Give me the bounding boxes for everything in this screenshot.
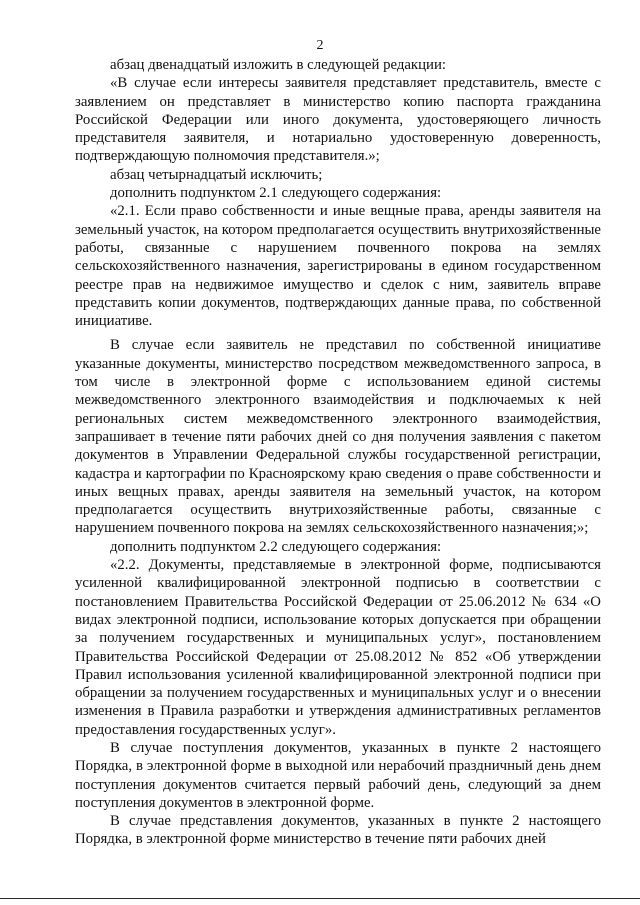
paragraph-3: абзац четырнадцатый исключить; [110,166,323,183]
page-number: 2 [316,38,324,53]
paragraph-7: дополнить подпунктом 2.2 следующего содержания: [110,538,442,555]
document-body [75,56,601,849]
paragraph-2: «В случае если интересы заявителя представляет представитель, вместе с заявлением он представляет в министерство копию паспорта гражданина Российской Федерации или иного документа, удостоверяющего личность представителя заявителя, и нотариально удостоверенную доверенность, подтверждающую полномочия представителя.»; [75,75,601,165]
paragraph-1: абзац двенадцатый изложить в следующей редакции: [110,57,446,73]
paragraph-10: В случае представления документов, указанных в пункте 2 настоящего Порядка, в электронной форме министерство в течение пяти рабочих дней [75,813,601,848]
paragraph-4: дополнить подпунктом 2.1 следующего содержания: [110,185,442,202]
paragraph-8: «2.2. Документы, представляемые в электронной форме, подписываются усиленной квалифицированной электронной подписью в соответствии с постановлением Правительства Российской Федерации от 25.06.2012 № 634 «О видах электронной подписи, использование которых допускается при обращении за получением государственных и муниципальных услуг», постановлением Правительства Российской Федерации от 25.08.2012 № 852 «Об утверждении Правил использования усиленной квалифицированной электронной подписи при обращении за получением государственных и муниципальных услуг и о внесении изменения в Правила разработки и утверждения административных регламентов предоставления государственных услуг». [75,557,601,738]
paragraph-5: «2.1. Если право собственности и иные вещные права, аренды заявителя на земельный участок, на котором предполагается осуществить внутрихозяйственные работы, связанные с нарушением почвенного покрова на землях сельскохозяйственного назначения, зарегистрированы в едином государственном реестре прав на недвижимое имущество и сделок с ним, заявитель вправе представить копии документов, подтверждающих данные права, по собственной инициативе. [75,203,601,330]
paragraph-6: В случае если заявитель не представил по собственной инициативе указанные документы, министерство посредством межведомственного запроса, в том числе в электронной форме с использованием единой системы межведомственного электронного взаимодействия и подключаемых к ней региональных систем межведомственного электронного взаимодействия, запрашивает в течение пяти рабочих дней со дня получения заявления с пакетом документов в Управлении Федеральной службы государственной регистрации, кадастра и картографии по Красноярскому краю сведения о праве собственности и иных вещных правах, аренды заявителя на земельный участок, на котором предполагается осуществить внутрихозяйственные работы, связанные с нарушением почвенного покрова на землях сельскохозяйственного назначения;»; [75,337,601,537]
scan-edge-line [0,898,640,899]
paragraph-9: В случае поступления документов, указанных в пункте 2 настоящего Порядка, в электронной форме в выходной или нерабочий праздничный день днем поступления документов считается первый рабочий день, следующий за днем поступления документов в электронной форме. [75,739,601,811]
